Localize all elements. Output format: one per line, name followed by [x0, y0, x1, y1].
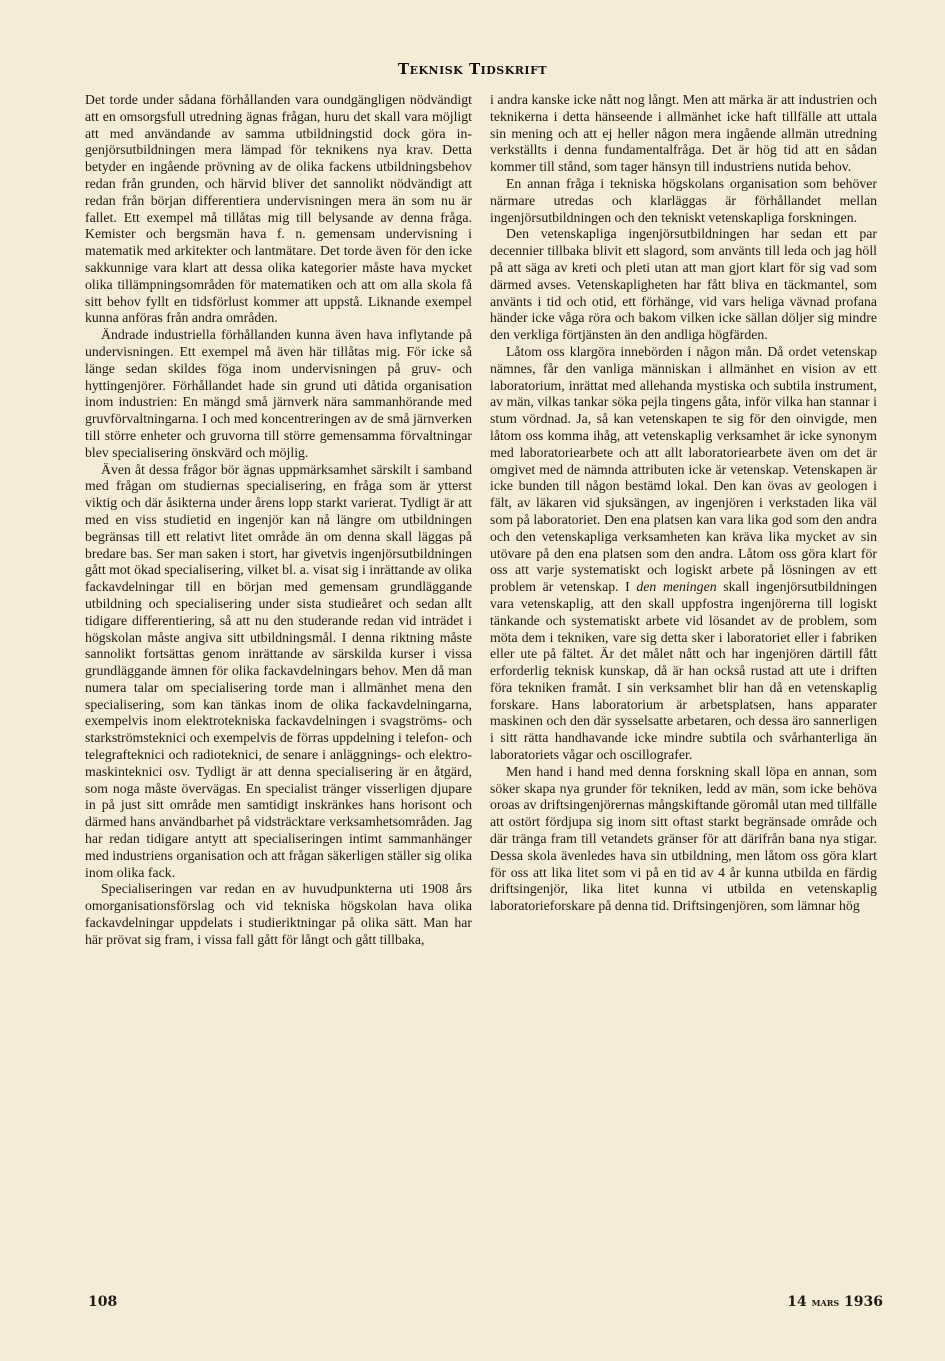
issue-date — [787, 1294, 883, 1310]
paragraph: i andra kanske icke nått nog långt. Men att märka är att industrien och teknikerna i detta hänseende i allmänhet icke haft tillfälle att uttala sin mening och att ej heller någon mera ingående allmän utredning verkställts i denna fundamentalfråga. Det är hög tid att en sådan kommer till stånd, som tager hänsyn till industriens nutida behov. — [490, 92, 877, 175]
right-column — [490, 92, 877, 915]
emphasis-text: den meningen — [636, 579, 717, 595]
issue-date-month: mars — [811, 1295, 840, 1309]
paragraph: En annan fråga i tekniska högskolans organisation som behöver närmare utredas och klarläggas är förhållandet mellan ingenjörsutbildningen och den tekniskt vetenskapliga forskningen. — [490, 175, 877, 225]
journal-masthead: Teknisk Tidskrift — [397, 60, 548, 78]
left-column — [85, 92, 472, 949]
paragraph-text: skall ingenjörsutbildningen vara vetenskaplig, att den skall uppfostra ingenjörerna till logiskt tänkande och systematiskt arbete vid lösandet av de problem, som möta dem i tekniken, vare sig detta sker i laboratoriet eller i fabriken eller ute på fältet. Är det målet nått och har ingenjören därtill fått erforderlig teknisk kunskap, då är han också rustad att ute i driften föra tekniken framåt. I sin verksamhet blir han då en vetenskaplig forskare. Hans laboratorium är arbetsplatsen, hans apparater maskinen och den där sysselsatte arbetaren, och dessa äro sannerligen i sitt rätta handhavande icke mindre subtila och svårhanterliga än laboratoriets vågar och oscillografer. — [490, 579, 877, 763]
paragraph: Även åt dessa frågor bör ägnas uppmärksamhet särskilt i samband med frågan om studiernas specialisering, en fråga som är ytterst viktig och där åsikterna under årens lopp starkt varierat. Tydligt är att med en viss studietid en ingenjör kan nå längre om utbildningen begränsas till ett relativt litet område än om denna skall läggas på bredare bas. Ser man saken i stort, har givetvis ingenjörsutbildningen gått mot ökad specialisering, vilket bl. a. visat sig i inrättande av olika fackavdelningar till en början med gemensam grundläggande utbildning och specialisering under sista studieåret och sedan allt tidigare differentiering, så att nu den studerande redan vid inträdet i högskolan måste angiva sitt utbildningsmål. I denna riktning måste sannolikt fortsättas genom inrättande av särskilda kurser i vissa grundläggande ämnen för olika fackavdelningars behov. Men då man numera talar om specialisering torde man i allmänhet mena den specialisering, som kan tänkas inom de olika fackavdelningarna, exempelvis inom elektrotekniska fackavdelningen i svagströms- och starkströmsteknici och exempelvis de förras uppdelning i telefon- och telegrafteknici och radioteknici, de senare i anläggnings- och elektromaskinteknici osv. Tydligt är att denna specialisering är en åtgärd, som noga måste övervägas. En specialist tränger visserligen djupare in på just sitt område men samtidigt inskränkes hans horisont och därmed hans användbarhet på vidsträcktare verksamhetsområden. Jag har redan tidigare antytt att specialiseringen intimt sammanhänger med industriens organisation och att frågan säkerligen ställer sig olika inom olika fack. — [85, 461, 472, 880]
paragraph: Det torde under sådana förhållanden vara oundgängligen nödvändigt att en omsorgsfull utredning ägnas frågan, huru det skall vara möjligt att med användande av samma utbildningstid dock göra ingenjörsutbildningen mera lämpad för teknikens nya krav. Detta betyder en ingående prövning av de olika fackens utbildningsbehov redan från grunden, och härvid bliver det sannolikt nödvändigt att redan från början differentiera undervisningen mera än som nu är fallet. Ett exempel må tillåtas mig till belysande av denna fråga. Kemister och bergsmän hava f. n. gemensam undervisning i matematik med arkitekter och lantmätare. Det torde även för den icke sakkunnige vara klart att dessa olika kategorier måste hava mycket olika tillämpningsområden för matematiken och att om alla skola få sitt behov fyllt en tidsförlust kommer att uppstå. Liknande exempel kunna anföras från andra områden. — [85, 92, 472, 326]
paragraph-text: Låtom oss klargöra innebörden i någon mån. Då ordet vetenskap nämnes, får den vanliga människan i allmänhet en vision av ett laboratorium, inrättat med allehanda mystiska och subtila instrument, av män, vilkas tankar söka pejla tingens gåta, inför vilka han stannar i stum vördnad. Ja, så kan vetenskapen te sig för den oinvigde, men låtom oss komma ihåg, att vetenskaplig verksamhet är icke synonym med laboratoriearbete och att allt laboratoriearbete även om det är omgivet med de nämnda attributen icke är vetenskap. Vetenskapen är icke bunden till någon bestämd lokal. Den kan övas av geologen i fält, av läkaren vid sjuksängen, av ingenjören i verkstaden lika väl som på laboratoriet. Den ena platsen kan vara lika god som den andra och den vetenskapliga verksamheten kan kräva lika mycket av sin utövare på den ena platsen som den andra. Låtom oss göra klart för oss att varje systematiskt och logiskt arbete på lösningen av ett problem är vetenskap. I — [490, 343, 877, 595]
page-number: 108 — [88, 1294, 118, 1310]
issue-date-year: 1936 — [844, 1294, 883, 1310]
paragraph: Men hand i hand med denna forskning skall löpa en annan, som söker skapa nya grunder för tekniken, ledd av män, som icke behöva oroas av driftsingenjörernas mångskiftande göromål utan med tillfälle att ostört fördjupa sig inom sitt oftast starkt begränsade område och där tränga fram till vetandets gränser för att därifrån bana nya stigar. Dessa skola ävenledes hava sin utbildning, men låtom oss göra klart för oss att lika litet som vi på en tid av 4 år kunna utbilda en färdig driftsingenjör, lika litet kunna vi utbilda en vetenskaplig laboratorieforskare på denna tid. Driftsingenjören, som lämnar hög — [490, 763, 877, 914]
paragraph: Specialiseringen var redan en av huvudpunkterna uti 1908 års omorganisationsförslag och vid tekniska högskolan hava olika fackavdelningar uppdelats i studieriktningar på olika sätt. Man har här prövat sig fram, i vissa fall gått för långt och gått tillbaka, — [85, 881, 472, 947]
paragraph: Ändrade industriella förhållanden kunna även hava inflytande på undervisningen. Ett exempel må även här tillåtas mig. För icke så länge sedan skildes föga inom undervisningen på gruv- och hyttingenjörer. Förhållandet hade sin grund uti dåtida organisation inom industrien: En mängd små järnverk nära sammanhörande med gruvförvaltningarna. I och med koncentreringen av de små järnverken till större enheter och gruvorna till större gemensamma förvaltningar blev specialisering önskvärd och möjlig. — [85, 327, 472, 460]
paragraph — [490, 344, 877, 764]
paragraph: Den vetenskapliga ingenjörsutbildningen har sedan ett par decennier tillbaka blivit ett slagord, som använts till leda och jag höll på att säga av kreti och pleti utan att man gjort klart för sig vad som därmed avses. Vetenskapligheten har fått bliva en täckmantel, som använts i tid och otid, ett förhänge, vid vars heliga vävnad profana händer icke våga röra och bakom vilken icke sällan döljer sig mindre den verkliga förtjänsten än den andliga högfärden. — [490, 226, 877, 343]
issue-date-day: 14 — [787, 1294, 807, 1310]
